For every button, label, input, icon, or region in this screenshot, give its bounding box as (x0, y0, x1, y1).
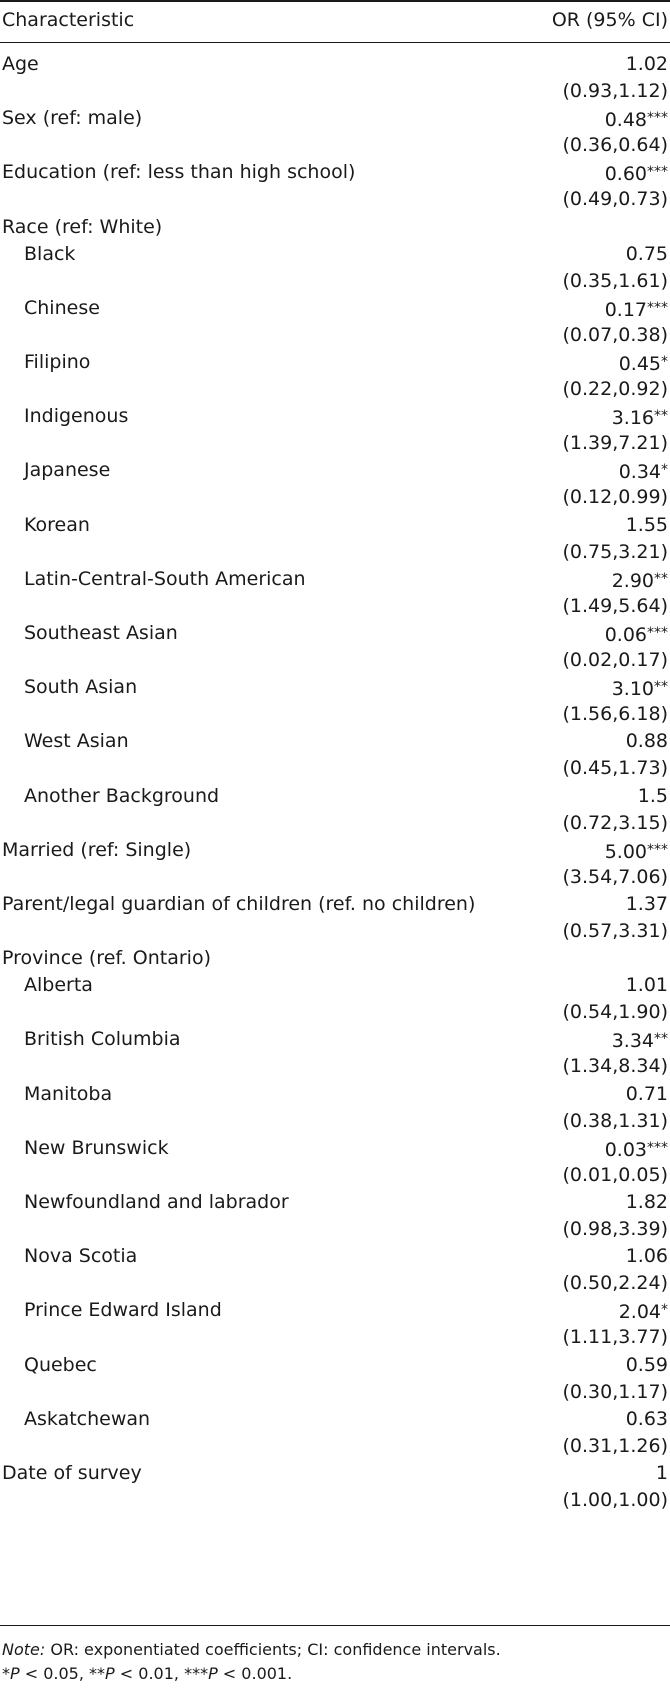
or-value: 3.10 (611, 678, 654, 700)
or-value: 0.17 (604, 299, 647, 321)
odds-ratio (626, 1407, 668, 1431)
odds-ratio (619, 350, 668, 376)
or-value: 3.16 (611, 407, 654, 429)
confidence-interval: (0.75,3.21) (562, 541, 668, 563)
row-label: Korean (24, 514, 90, 536)
or-value: 1.02 (625, 53, 668, 75)
row-label: Chinese (24, 297, 100, 319)
odds-ratio (605, 160, 668, 186)
confidence-interval: (0.36,0.64) (562, 134, 668, 156)
confidence-interval: (0.93,1.12) (562, 80, 668, 102)
confidence-interval: (1.00,1.00) (562, 1489, 668, 1511)
confidence-interval: (0.54,1.90) (562, 1001, 668, 1023)
row-label: New Brunswick (24, 1137, 169, 1159)
significance-stars: ** (654, 679, 668, 695)
row-label: Prince Edward Island (24, 1299, 222, 1321)
significance-stars: *** (647, 842, 668, 858)
confidence-interval: (0.07,0.38) (562, 324, 668, 346)
significance-stars: ** (654, 1031, 668, 1047)
confidence-interval: (1.49,5.64) (562, 595, 668, 617)
row-label: Filipino (24, 351, 91, 373)
odds-ratio (605, 1136, 668, 1162)
or-value: 0.88 (625, 730, 668, 752)
row-label: Indigenous (24, 405, 129, 427)
confidence-interval: (0.12,0.99) (562, 486, 668, 508)
odds-ratio (605, 106, 668, 132)
odds-ratio (626, 1190, 668, 1214)
or-value: 1.82 (625, 1191, 668, 1213)
note-label: Note: (2, 1640, 46, 1659)
or-value: 0.63 (625, 1408, 668, 1430)
or-value: 0.45 (618, 353, 661, 375)
p3-threshold: < 0.001. (217, 1664, 293, 1683)
confidence-interval: (0.35,1.61) (562, 270, 668, 292)
row-label: Education (ref: less than high school) (2, 161, 356, 183)
note-line-2 (2, 1662, 501, 1686)
confidence-interval: (0.38,1.31) (562, 1110, 668, 1132)
p2-p: P (105, 1664, 115, 1683)
or-value: 0.34 (618, 461, 661, 483)
or-value: 1.01 (625, 974, 668, 996)
row-label: Another Background (24, 785, 220, 807)
p1-stars: * (2, 1664, 10, 1683)
row-label: Latin-Central-South American (24, 568, 306, 590)
group-label: Race (ref: White) (2, 216, 163, 238)
table-note (2, 1638, 501, 1686)
note-text: OR: exponentiated coefficients; CI: confidence intervals. (45, 1640, 501, 1659)
odds-ratio (638, 784, 668, 808)
or-value: 0.75 (625, 243, 668, 265)
row-label: Manitoba (24, 1083, 113, 1105)
odds-ratio (612, 675, 668, 701)
or-value: 0.06 (604, 624, 647, 646)
row-label: Sex (ref: male) (2, 107, 143, 129)
row-label: Quebec (24, 1354, 97, 1376)
row-label: British Columbia (24, 1028, 181, 1050)
row-label: Date of survey (2, 1462, 142, 1484)
odds-ratio (626, 242, 668, 266)
odds-ratio (619, 458, 668, 484)
odds-ratio (626, 892, 668, 916)
confidence-interval: (0.22,0.92) (562, 378, 668, 400)
row-label: Askatchewan (24, 1408, 151, 1430)
confidence-interval: (0.02,0.17) (562, 649, 668, 671)
or-value: 1.55 (625, 514, 668, 536)
confidence-interval: (0.45,1.73) (562, 757, 668, 779)
row-label: Parent/legal guardian of children (ref. no children) (2, 893, 476, 915)
confidence-interval: (0.30,1.17) (562, 1381, 668, 1403)
row-label: Married (ref: Single) (2, 839, 192, 861)
or-value: 1.5 (637, 785, 668, 807)
row-label: Japanese (24, 459, 111, 481)
confidence-interval: (3.54,7.06) (562, 866, 668, 888)
confidence-interval: (1.56,6.18) (562, 703, 668, 725)
header-or-ci: OR (95% CI) (551, 9, 668, 31)
odds-ratio (612, 567, 668, 593)
row-label: Alberta (24, 974, 93, 996)
confidence-interval: (1.34,8.34) (562, 1055, 668, 1077)
confidence-interval: (0.31,1.26) (562, 1435, 668, 1457)
confidence-interval: (0.49,0.73) (562, 188, 668, 210)
or-value: 2.04 (618, 1301, 661, 1323)
confidence-interval: (1.39,7.21) (562, 432, 668, 454)
or-value: 1.37 (625, 893, 668, 915)
or-value: 5.00 (604, 841, 647, 863)
or-value: 0.60 (604, 163, 647, 185)
p1-threshold: < 0.05, (19, 1664, 90, 1683)
odds-ratio (626, 1244, 668, 1268)
header-rule (0, 42, 670, 43)
significance-stars: *** (647, 164, 668, 180)
or-value: 2.90 (611, 570, 654, 592)
or-value: 0.59 (625, 1354, 668, 1376)
odds-ratio (626, 973, 668, 997)
confidence-interval: (0.72,3.15) (562, 812, 668, 834)
p2-threshold: < 0.01, (114, 1664, 185, 1683)
row-label: Newfoundland and labrador (24, 1191, 289, 1213)
or-value: 3.34 (611, 1030, 654, 1052)
header-characteristic: Characteristic (2, 9, 135, 31)
odds-ratio (626, 1353, 668, 1377)
table-bottom-rule (0, 1625, 670, 1626)
confidence-interval: (1.11,3.77) (562, 1326, 668, 1348)
group-label: Province (ref. Ontario) (2, 947, 211, 969)
odds-ratio (619, 1298, 668, 1324)
odds-ratio (605, 838, 668, 864)
significance-stars: * (661, 354, 668, 370)
row-label: Age (2, 53, 39, 75)
row-label: Nova Scotia (24, 1245, 138, 1267)
odds-ratio (605, 296, 668, 322)
or-value: 1.06 (625, 1245, 668, 1267)
or-value: 0.48 (604, 109, 647, 131)
row-label: West Asian (24, 730, 129, 752)
p3-p: P (208, 1664, 218, 1683)
significance-stars: *** (647, 300, 668, 316)
significance-stars: *** (647, 625, 668, 641)
significance-stars: * (661, 462, 668, 478)
odds-ratio (626, 513, 668, 537)
or-value: 1 (655, 1462, 668, 1484)
or-value: 0.03 (604, 1139, 647, 1161)
p3-stars: *** (184, 1664, 209, 1683)
p2-stars: ** (89, 1664, 106, 1683)
note-line-1 (2, 1638, 501, 1662)
odds-ratio (605, 621, 668, 647)
confidence-interval: (0.50,2.24) (562, 1272, 668, 1294)
significance-stars: *** (647, 110, 668, 126)
confidence-interval: (0.57,3.31) (562, 920, 668, 942)
significance-stars: ** (654, 571, 668, 587)
odds-ratio (612, 1027, 668, 1053)
p1-p: P (10, 1664, 20, 1683)
or-value: 0.71 (625, 1083, 668, 1105)
table-top-rule (0, 0, 670, 2)
row-label: South Asian (24, 676, 138, 698)
confidence-interval: (0.98,3.39) (562, 1218, 668, 1240)
significance-stars: *** (647, 1140, 668, 1156)
significance-stars: ** (654, 408, 668, 424)
odds-ratio (656, 1461, 668, 1485)
significance-stars: * (661, 1302, 668, 1318)
confidence-interval: (0.01,0.05) (562, 1164, 668, 1186)
odds-ratio (626, 1082, 668, 1106)
odds-ratio (626, 52, 668, 76)
row-label: Southeast Asian (24, 622, 178, 644)
row-label: Black (24, 243, 76, 265)
odds-ratio (612, 404, 668, 430)
odds-ratio (626, 729, 668, 753)
